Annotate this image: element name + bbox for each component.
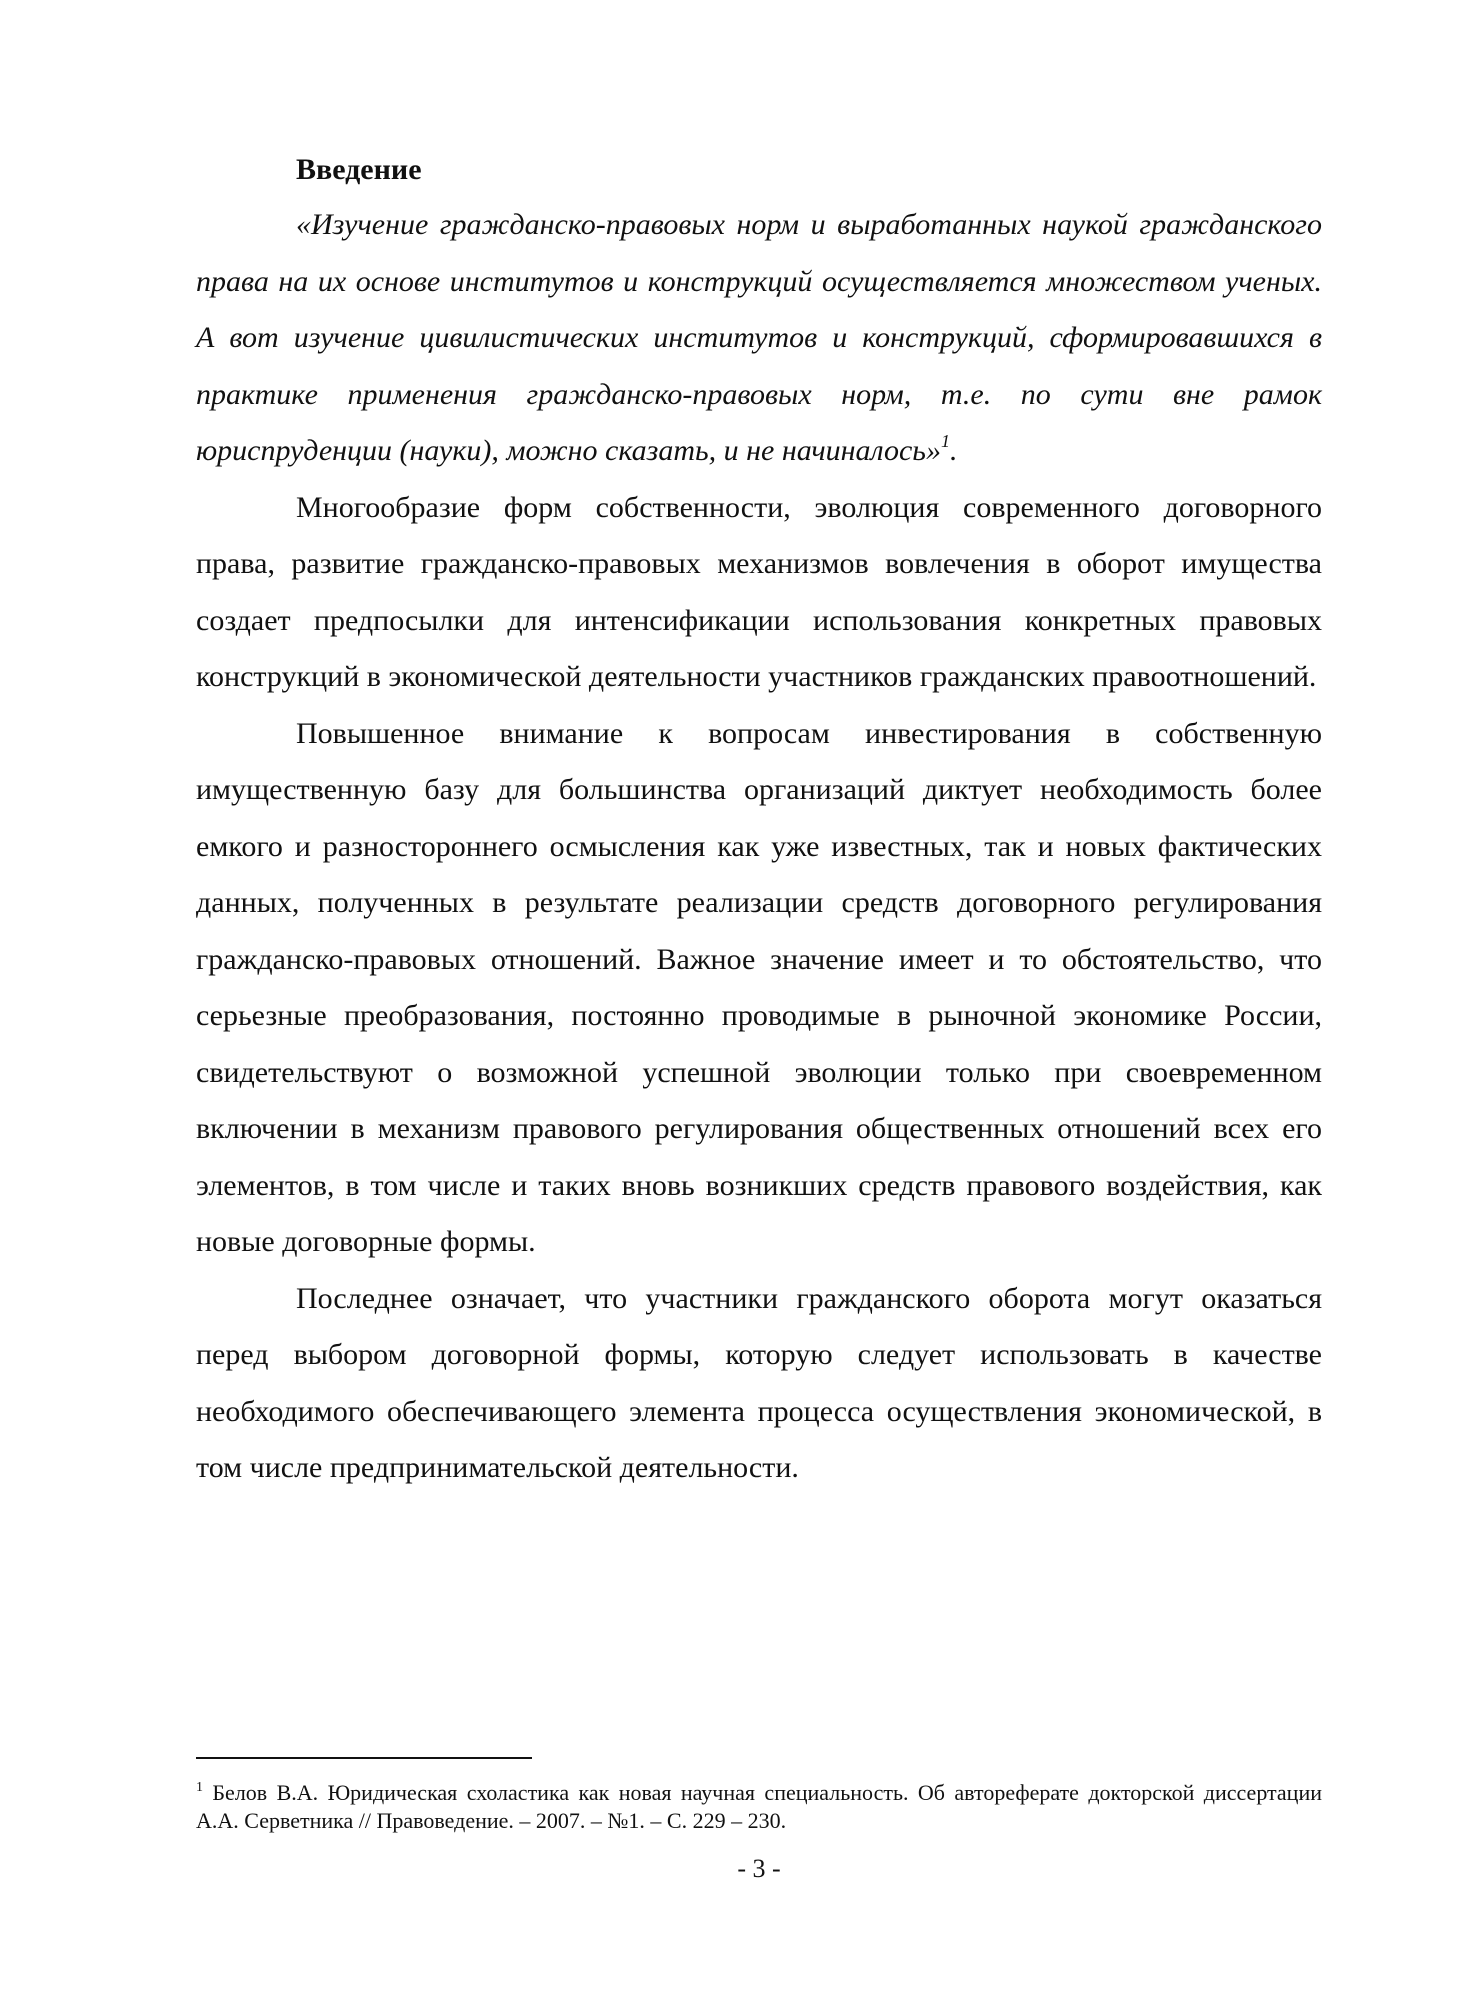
footnote-reference: 1: [940, 431, 950, 451]
footnote: [196, 1779, 1322, 1835]
paragraph-2: Многообразие форм собственности, эволюция современного договорного права, развитие гражданско-правовых механизмов вовлечения в оборот имущества создает предпосылки для интенсификации использования конкретных правовых конструкций в экономической деятельности участников гражданских правоотношений.: [196, 490, 1322, 693]
quote-tail: .: [949, 434, 958, 467]
footnote-divider: [196, 1757, 532, 1759]
footnote-number: 1: [196, 1780, 203, 1795]
body-text: [196, 197, 1322, 1497]
quote-text: «Изучение гражданско-правовых норм и выработанных наукой гражданского права на их основе институтов и конструкций осуществляется множеством ученых. А вот изучение цивилистических институтов и конструкций, сформировавшихся в практике применения гражданско-правовых норм, т.е. по сути вне рамок юриспруденции (науки), можно сказать, и не начиналось»: [196, 208, 1322, 467]
quote-paragraph: [196, 197, 1322, 480]
section-heading: Введение: [296, 153, 422, 186]
document-page: [196, 0, 1322, 2000]
footnote-text: Белов В.А. Юридическая схоластика как новая научная специальность. Об автореферате докторской диссертации А.А. Серветника // Правоведение. – 2007. – №1. – С. 229 – 230.: [196, 1780, 1322, 1833]
paragraph-4: Последнее означает, что участники гражданского оборота могут оказаться перед выбором договорной формы, которую следует использовать в качестве необходимого обеспечивающего элемента процесса осуществления экономической, в том числе предпринимательской деятельности.: [196, 1281, 1322, 1484]
page-number: - 3 -: [737, 1854, 781, 1883]
paragraph-3: Повышенное внимание к вопросам инвестирования в собственную имущественную базу для большинства организаций диктует необходимость более емкого и разностороннего осмысления как уже известных, так и новых фактических данных, полученных в результате реализации средств договорного регулирования гражданско-правовых отношений. Важное значение имеет и то обстоятельство, что серьезные преобразования, постоянно проводимые в рыночной экономике России, свидетельствуют о возможной успешной эволюции только при своевременном включении в механизм правового регулирования общественных отношений всех его элементов, в том числе и таких вновь возникших средств правового воздействия, как новые договорные формы.: [196, 716, 1322, 1258]
